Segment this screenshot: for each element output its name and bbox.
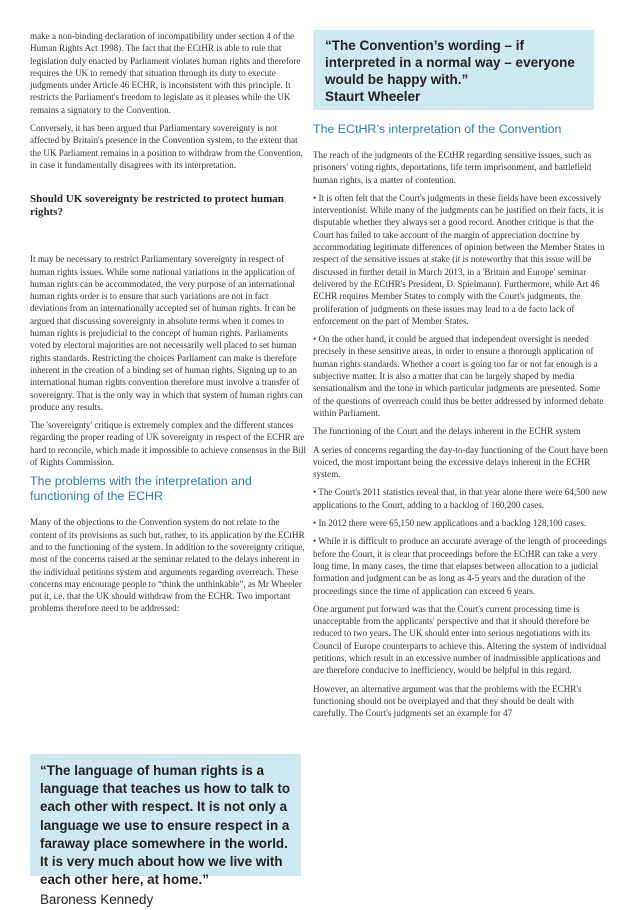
subheading-functioning: The functioning of the Court and the delays inherent in the ECHR system (313, 426, 581, 437)
body-paragraph: • It is often felt that the Court's judgments in these fields have been excessively interventionist. While many of the judgments can be justified on their facts, it is disputable whether they always set a good record. Another critique is that the Court has failed to take account of the margin of appreciation doctrine by accommodating legitimate differences of opinion between the Member States in respect of the sensitive issues at stake (it is noteworthy that this issue will be discussed in further detail in March 2013, in a 'Britain and Europe' seminar delivered by the ECtHR's President, D. Spielmann). Furthermore, while Art 46 ECHR requires Member States to comply with the Court's judgments, the proliferation of judgments on these issues may lead to a de facto lack of enforcement on the part of Member States. (313, 192, 605, 326)
left-column (30, 30, 308, 621)
body-paragraph: However, an alternative argument was that the problems with the ECHR's functioning should not be overplayed and that they should be dealt with carefully. The Court's judgments set an example for 47 (313, 683, 582, 719)
body-paragraph: Many of the objections to the Convention system do not relate to the content of its provisions as such but, rather, to its application by the ECtHR and to the functioning of the system. In addition to the sovereignty critique, most of the concerns raised at the seminar related to the delays inherent in the individual petitions system and arguments regarding overreach. These concerns may encourage people to “think the unthinkable”, as Mr Wheeler put it, i.e. that the UK should withdraw from the ECHR. Two important problems therefore need to be addressed: (30, 517, 305, 614)
right-column (313, 30, 608, 725)
body-paragraph: The 'sovereignty' critique is extremely complex and the different stances regarding the proper reading of UK sovereignty in respect of the ECHR are hard to reconcile, which made it impossible to achieve consensus in the Bill of Rights Commission. (30, 420, 307, 468)
body-paragraph: Conversely, it has been argued that Parliamentary sovereignty is not affected by Britain's presence in the Convention system, to the extent that the UK Parliament remains in a position to withdraw from the Convention, in case it fundamentally disagrees with its interpretation. (30, 123, 303, 170)
body-paragraph: make a non-binding declaration of incompatibility under section 4 of the Human Rights Act 1998). The fact that the ECtHR is able to rule that legislation duly enacted by Parliament violates human rights and therefore requires the UK to remedy that situation through its duty to execute judgments under Article 46 ECHR, is inconsistent with this principle. It restricts the Parliament's freedom to legislate as it pleases while the UK remains a signatory to the Convention. (30, 31, 301, 115)
body-paragraph: It may be necessary to restrict Parliamentary sovereignty in respect of human rights issues. While some national variations in the application of human rights can be accommodated, the very purpose of an international human rights order is to ensure that such variations are not in fact deviations from an internationally accepted set of human rights. It can be argued that discussing sovereignty in absolute terms when it comes to human rights is prejudicial to the concept of human rights. Parliaments voted by electoral majorities are not necessarily well placed to set human rights standards. Restricting the choices Parliament can make is therefore inherent in the creation of a binding set of human rights. Signing up to an international human rights convention therefore must involve a transfer of sovereignty. That is the only way in which that system of human rights can produce any results. (30, 254, 303, 412)
body-paragraph: • On the other hand, it could be argued that independent oversight is needed precisely in these sensitive areas, in order to ensure a thorough application of human rights standards. Whether a court is going too far or not far enough is a subjective matter. It is also a matter that can be largely shaped by media sensationalism and the tone in which particular judgments are presented. Some of the questions of overreach could thus be better addressed by informed debate within Parliament. (313, 334, 604, 418)
body-paragraph: A series of concerns regarding the day-to-day functioning of the Court have been voiced, the most important being the excessive delays inherent in the ECHR system. (313, 444, 608, 480)
body-paragraph: One argument put forward was that the Court's current processing time is unacceptable from the applicants' perspective and that it should therefore be reduced to two years. The UK should enter into serious negotiations with its Council of Europe counterparts to achieve this. Altering the system of individual petitions, which result in an excessive number of inadmissible applications and are therefore conducive to inefficiency, would be helpful in this regard. (313, 603, 607, 676)
section-heading-interpretation: The ECtHR’s interpretation of the Convention (313, 122, 562, 136)
quote-attribution: Baroness Kennedy (40, 892, 154, 908)
quote-text: “The language of human rights is a language that teaches us how to talk to each other with respect. It is not only a language we use to ensure respect in a faraway place somewhere in the world. It is very much about how we live with each other here, at home.” (40, 763, 290, 888)
body-paragraph: The reach of the judgments of the ECtHR regarding sensitive issues, such as prisoners' voting rights, deportations, life term imprisonment, and battlefield human rights, is a matter of contention. (313, 150, 592, 185)
body-paragraph: • The Court's 2011 statistics reveal that, in that year alone there were 64,500 new applications to the Court, adding to a backlog of 160,200 cases. (313, 487, 608, 510)
pull-quote-kennedy (30, 754, 301, 908)
pull-quote-wheeler (313, 30, 594, 110)
body-paragraph: • While it is difficult to produce an accurate average of the length of proceedings before the Court, it is clear that proceedings before the ECtHR can take a very long time. In many cases, the time that elapses between allocation to a judicial formation and judgment can be as long as 4-5 years and the duration of the proceedings since the time of application can exceed 6 years. (313, 536, 607, 596)
quote-attribution: Staurt Wheeler (325, 89, 421, 104)
section-heading-sovereignty: Should UK sovereignty be restricted to protect human rights? (30, 193, 284, 219)
body-paragraph: • In 2012 there were 65,150 new applications and a backlog 128,100 cases. (313, 518, 587, 529)
section-heading-problems: The problems with the interpretation and functioning of the ECHR (30, 474, 252, 504)
quote-text: “The Convention’s wording – if interpreted in a normal way – everyone would be happy with.” (325, 38, 575, 87)
